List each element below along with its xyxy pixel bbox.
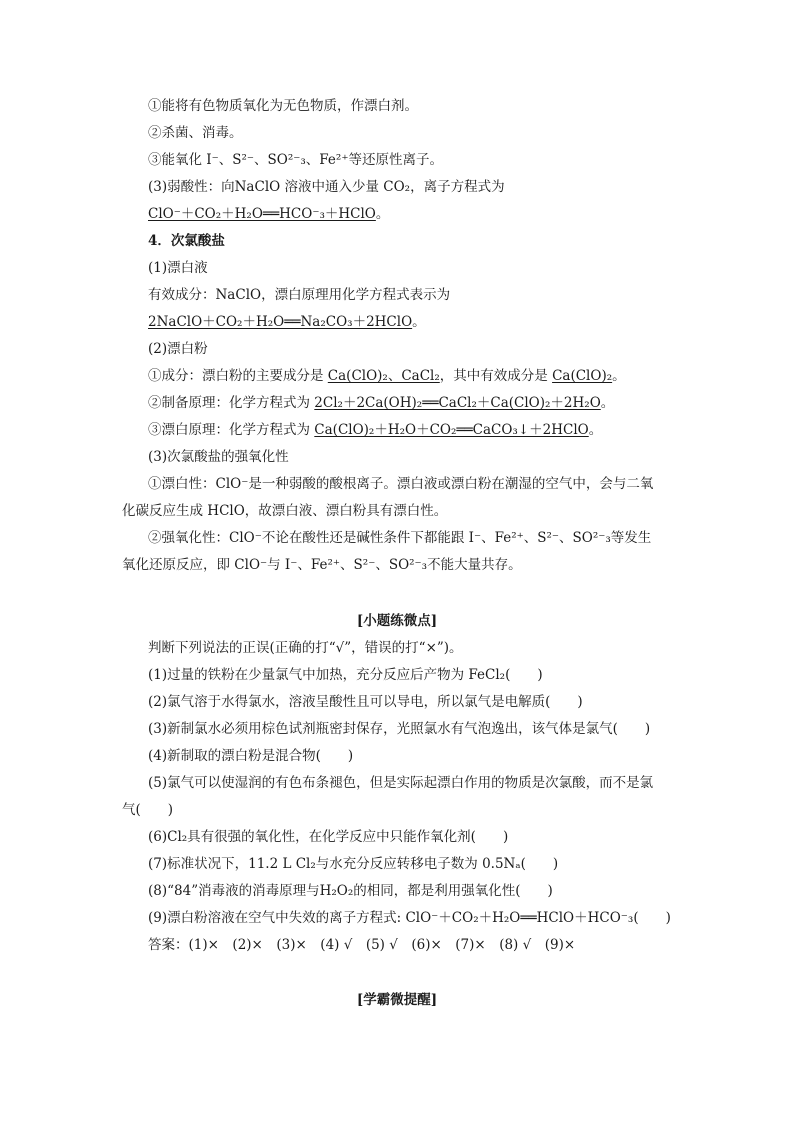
question-6: (6)Cl₂具有很强的氧化性，在化学反应中只能作氧化剂( ) [148,829,509,845]
subheading-bleach-liquid: (1)漂白液 [148,260,208,276]
text-line-2: ②杀菌、消毒。 [148,125,243,141]
question-1: (1)过量的铁粉在少量氯气中加热，充分反应后产物为 FeCl₂( ) [148,667,543,683]
punctuation: 。 [600,395,615,411]
exercise-heading: [小题练微点] [356,613,438,629]
punctuation: 。 [412,314,426,330]
text-line-8: 有效成分：NaClO，漂白原理用化学方程式表示为 [148,287,451,303]
answer-effective-component: Ca(ClO)₂ [552,368,613,384]
question-5: (5)氯气可以使湿润的有色布条褪色，但是实际起漂白作用的物质是次氯酸，而不是氯 [148,775,654,791]
text-line-15: ①漂白性：ClO⁻是一种弱酸的酸根离子。漂白液或漂白粉在潮湿的空气中，会与二氧 [148,476,654,492]
question-3: (3)新制氯水必须用棕色试剂瓶密封保存，光照氯水有气泡逸出，该气体是氯气( ) [148,721,651,737]
text-line-4: (3)弱酸性：向NaClO 溶液中通入少量 CO₂，离子方程式为 [148,179,505,195]
text-line-18: 氧化还原反应，即 ClO⁻与 I⁻、Fe²⁺、S²⁻、SO²⁻₃不能大量共存。 [122,557,522,573]
punctuation: 。 [375,206,390,222]
question-7: (7)标准状况下，11.2 L Cl₂与水充分反应转移电子数为 0.5Nₐ( ) [148,856,559,872]
text-segment: ③漂白原理：化学方程式为 [148,422,315,438]
text-line-3: ③能氧化 I⁻、S²⁻、SO²⁻₃、Fe²⁺等还原性离子。 [148,152,443,168]
text-line-12 [148,394,688,412]
question-9: (9)漂白粉溶液在空气中失效的离子方程式: ClO⁻＋CO₂＋H₂O══HClO＋HCO⁻₃( ) [148,910,671,926]
section-heading-hypochlorite: 4．次氯酸盐 [148,233,225,249]
text-segment: ，其中有效成分是 [439,368,553,384]
text-line-16: 化碳反应生成 HClO，故漂白液、漂白粉具有漂白性。 [122,503,448,519]
answer-key: 答案：(1)× (2)× (3)× (4) √ (5) √ (6)× (7)× (8) √ (9)× [148,937,576,953]
punctuation: 。 [588,422,603,438]
preparation-equation: 2Cl₂＋2Ca(OH)₂══CaCl₂＋Ca(ClO)₂＋2H₂O [314,395,601,411]
question-5-cont: 气( ) [122,802,174,818]
subheading-bleach-powder: (2)漂白粉 [148,341,208,357]
tips-heading: [学霸微提醒] [356,992,438,1008]
text-line-11 [148,367,688,385]
exercise-intro: 判断下列说法的正误(正确的打“√”，错误的打“×”)。 [148,640,463,656]
text-line-5 [148,205,688,223]
text-segment: ②制备原理：化学方程式为 [148,395,315,411]
text-line-9 [148,313,688,331]
question-2: (2)氯气溶于水得氯水，溶液呈酸性且可以导电，所以氯气是电解质( ) [148,694,583,710]
text-line-17: ②强氧化性：ClO⁻不论在酸性还是碱性条件下都能跟 I⁻、Fe²⁺、S²⁻、SO²⁻₃等发生 [148,530,652,546]
question-8: (8)“84”消毒液的消毒原理与H₂O₂的相同，都是利用强氧化性( ) [148,883,553,899]
text-line-13 [148,421,688,439]
question-4: (4)新制取的漂白粉是混合物( ) [148,748,354,764]
text-segment: ①成分：漂白粉的主要成分是 [148,368,328,384]
chemical-equation: 2NaClO＋CO₂＋H₂O══Na₂CO₃＋2HClO [148,314,413,330]
subheading-oxidizing: (3)次氯酸盐的强氧化性 [148,449,289,465]
answer-components: Ca(ClO)₂、CaCl₂ [327,368,440,384]
ion-equation: ClO⁻＋CO₂＋H₂O══HCO⁻₃＋HClO [148,206,376,222]
bleaching-equation: Ca(ClO)₂＋H₂O＋CO₂══CaCO₃↓＋2HClO [314,422,589,438]
text-line-1: ①能将有色物质氧化为无色物质，作漂白剂。 [148,98,418,114]
punctuation: 。 [612,368,626,384]
